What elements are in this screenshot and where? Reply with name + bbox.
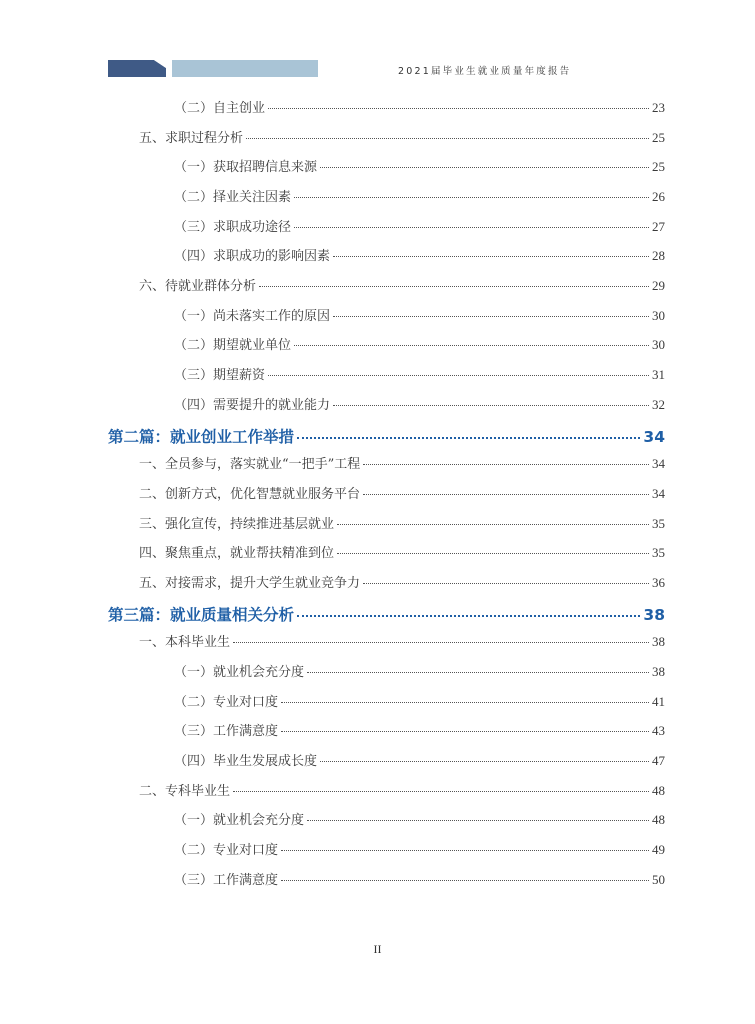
- toc-entry-label: （三）工作满意度: [174, 872, 279, 888]
- toc-dot-leader: [281, 730, 649, 732]
- toc-dot-leader: [259, 285, 649, 287]
- toc-entry-label: （二）择业关注因素: [174, 190, 292, 205]
- toc-entry[interactable]: [174, 97, 665, 119]
- toc-entry-page-number: 41: [652, 693, 665, 709]
- toc-entry-label: （二）自主创业: [174, 101, 266, 116]
- toc-entry-page-number: 23: [652, 100, 665, 115]
- toc-dot-leader: [307, 819, 649, 821]
- toc-dot-leader: [294, 344, 649, 346]
- toc-dot-leader: [294, 196, 649, 198]
- toc-entry-label: （一）就业机会充分度: [174, 664, 305, 680]
- toc-entry-page-number: 35: [652, 545, 665, 561]
- toc-dot-leader: [233, 641, 649, 643]
- page-number: II: [373, 942, 382, 956]
- toc-dot-leader: [333, 315, 649, 317]
- toc-entry-page-number: 30: [652, 337, 665, 353]
- toc-entry-page-number: 29: [652, 278, 665, 294]
- toc-dot-leader: [363, 463, 649, 465]
- toc-entry-page-number: 34: [643, 427, 665, 446]
- toc-dot-leader: [363, 582, 649, 584]
- toc-entry[interactable]: [139, 780, 665, 802]
- toc-entry-page-number: 47: [652, 753, 665, 768]
- toc-entry-page-number: 38: [652, 663, 665, 679]
- toc-dot-leader: [246, 137, 649, 139]
- toc-entry[interactable]: [174, 869, 665, 891]
- toc-entry[interactable]: [174, 245, 665, 267]
- toc-entry-label: （三）工作满意度: [174, 724, 279, 740]
- toc-dot-leader: [297, 436, 640, 439]
- toc-entry-label: 第二篇：就业创业工作举措: [108, 427, 295, 446]
- toc-entry[interactable]: [139, 572, 665, 594]
- toc-entry[interactable]: [174, 364, 665, 386]
- toc-entry-label: 二、创新方式，优化智慧就业服务平台: [139, 486, 361, 502]
- toc-part-entry[interactable]: [108, 425, 665, 447]
- toc-entry-label: 一、本科毕业生: [139, 635, 231, 651]
- toc-entry-page-number: 34: [652, 456, 665, 472]
- toc-entry[interactable]: [139, 453, 665, 475]
- toc-entry-label: 四、聚焦重点，就业帮扶精准到位: [139, 546, 335, 562]
- toc-dot-leader: [281, 849, 649, 851]
- toc-dot-leader: [333, 404, 649, 406]
- toc-entry-page-number: 27: [652, 218, 665, 234]
- toc-entry[interactable]: [139, 275, 665, 297]
- toc-entry-page-number: 38: [643, 605, 665, 624]
- toc-entry[interactable]: [174, 661, 665, 683]
- toc-entry-label: （三）求职成功途径: [174, 219, 292, 235]
- toc-entry-page-number: 49: [652, 842, 665, 857]
- header-band-light-segment: [154, 60, 318, 77]
- toc-dot-leader: [294, 226, 649, 228]
- report-header-title: 2021届毕业生就业质量年度报告: [398, 66, 572, 77]
- toc-entry-label: （四）需要提升的就业能力: [174, 397, 331, 413]
- toc-entry-page-number: 48: [652, 812, 665, 828]
- toc-dot-leader: [233, 790, 649, 792]
- toc-dot-leader: [281, 701, 649, 703]
- toc-entry-page-number: 38: [652, 634, 665, 650]
- toc-entry-page-number: 48: [652, 782, 665, 798]
- toc-dot-leader: [320, 166, 649, 168]
- toc-entry-label: 三、强化宣传，持续推进基层就业: [139, 516, 335, 532]
- toc-entry[interactable]: [174, 691, 665, 713]
- toc-entry[interactable]: [174, 156, 665, 178]
- toc-dot-leader: [268, 374, 649, 376]
- toc-entry-label: 一、全员参与，落实就业“一把手”工程: [139, 457, 361, 473]
- toc-entry-page-number: 28: [652, 248, 665, 264]
- toc-entry-label: 第三篇：就业质量相关分析: [108, 605, 295, 624]
- toc-entry[interactable]: [174, 305, 665, 327]
- toc-entry-page-number: 26: [652, 189, 665, 204]
- toc-entry[interactable]: [139, 542, 665, 564]
- toc-entry-label: （一）就业机会充分度: [174, 813, 305, 829]
- toc-entry[interactable]: [174, 216, 665, 238]
- toc-dot-leader: [320, 760, 649, 762]
- toc-entry-label: （三）期望薪资: [174, 368, 266, 384]
- toc-entry[interactable]: [174, 839, 665, 861]
- toc-entry-label: （二）期望就业单位: [174, 338, 292, 354]
- toc-entry-page-number: 25: [652, 159, 665, 175]
- toc-entry-page-number: 25: [652, 129, 665, 145]
- toc-dot-leader: [281, 879, 649, 881]
- toc-entry-page-number: 36: [652, 574, 665, 590]
- toc-entry-page-number: 35: [652, 515, 665, 531]
- toc-entry-label: 六、待就业群体分析: [139, 279, 257, 295]
- toc-entry-page-number: 30: [652, 307, 665, 323]
- toc-entry[interactable]: [139, 631, 665, 653]
- toc-dot-leader: [268, 107, 649, 109]
- toc-entry-page-number: 32: [652, 396, 665, 412]
- header-decorative-band: [108, 60, 318, 77]
- toc-entry-page-number: 34: [652, 485, 665, 501]
- toc-entry-label: 五、对接需求，提升大学生就业竞争力: [139, 575, 361, 591]
- toc-entry[interactable]: [174, 750, 665, 772]
- toc-entry[interactable]: [139, 127, 665, 149]
- toc-entry-page-number: 50: [652, 871, 665, 887]
- toc-entry[interactable]: [174, 186, 665, 208]
- toc-entry-label: （四）求职成功的影响因素: [174, 249, 331, 265]
- toc-entry[interactable]: [139, 513, 665, 535]
- toc-entry-page-number: 43: [652, 723, 665, 739]
- toc-entry-label: （一）获取招聘信息来源: [174, 160, 318, 176]
- toc-entry[interactable]: [174, 809, 665, 831]
- toc-entry-label: （四）毕业生发展成长度: [174, 754, 318, 769]
- toc-entry[interactable]: [139, 483, 665, 505]
- toc-dot-leader: [333, 255, 649, 257]
- toc-entry[interactable]: [174, 720, 665, 742]
- toc-entry[interactable]: [174, 394, 665, 416]
- toc-entry-label: （二）专业对口度: [174, 694, 279, 710]
- toc-entry[interactable]: [174, 334, 665, 356]
- toc-entry-label: （一）尚未落实工作的原因: [174, 308, 331, 324]
- toc-entry-label: （二）专业对口度: [174, 843, 279, 858]
- toc-dot-leader: [297, 614, 640, 617]
- toc-dot-leader: [337, 523, 649, 525]
- toc-dot-leader: [337, 552, 649, 554]
- toc-part-entry[interactable]: [108, 603, 665, 625]
- header-band-dark-segment: [108, 60, 166, 77]
- toc-entry-page-number: 31: [652, 367, 665, 383]
- toc-entry-label: 二、专科毕业生: [139, 783, 231, 799]
- toc-dot-leader: [307, 671, 649, 673]
- toc-dot-leader: [363, 493, 649, 495]
- toc-entry-label: 五、求职过程分析: [139, 130, 244, 146]
